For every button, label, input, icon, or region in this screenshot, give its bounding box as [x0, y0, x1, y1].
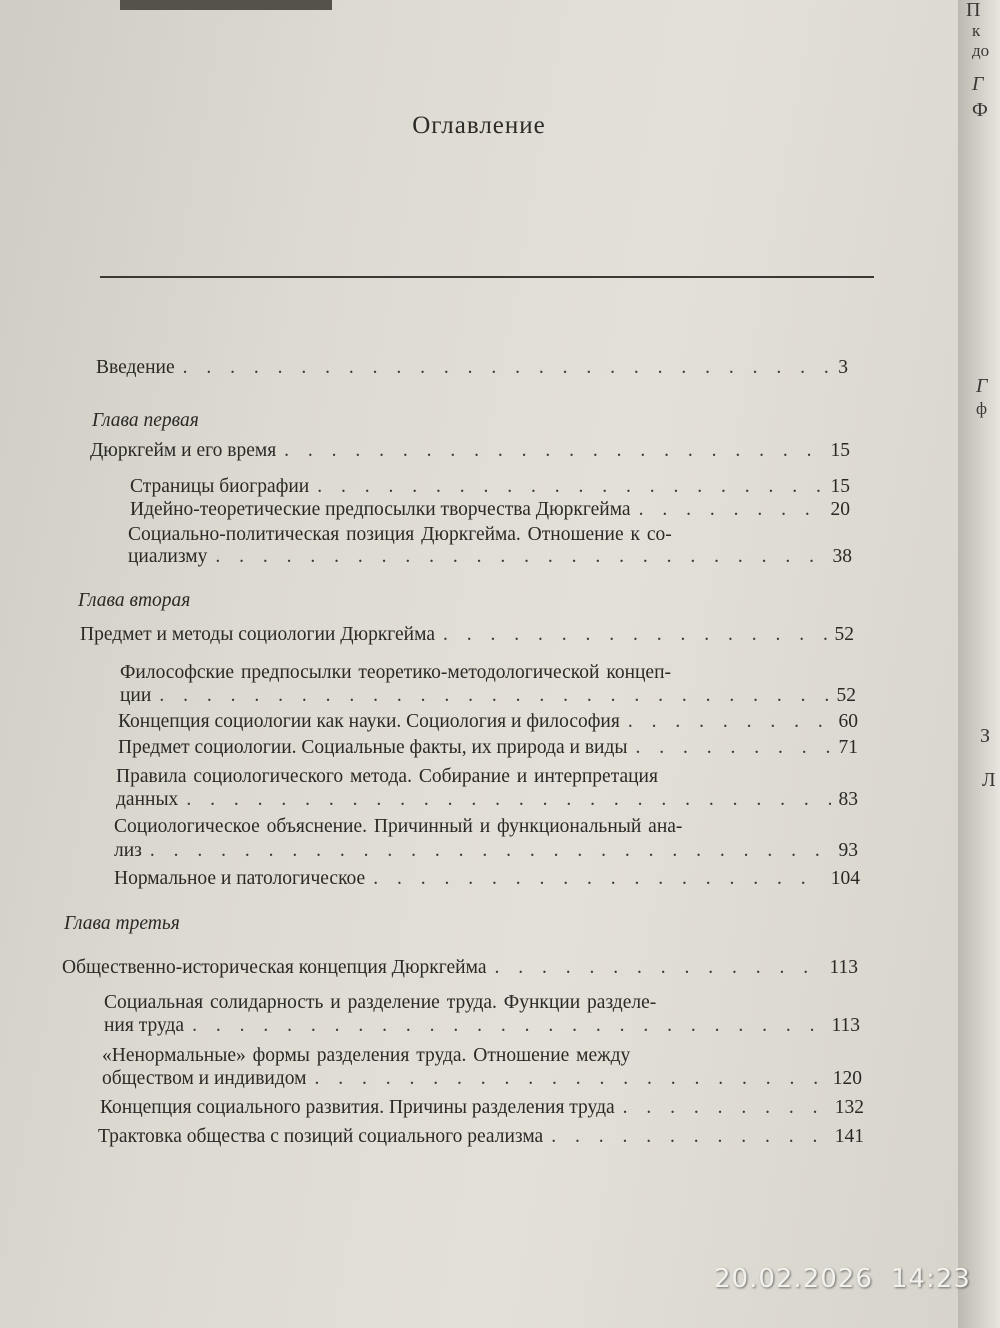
- adjacent-page: [958, 0, 1000, 1328]
- toc-page-number: 52: [836, 685, 856, 706]
- leader-dots: [636, 737, 831, 759]
- toc-entry-section: [114, 868, 860, 890]
- toc-entry-label: ции: [120, 685, 152, 706]
- toc-entry-label: Идейно-теоретические предпосылки творчества Дюркгейма: [130, 499, 631, 520]
- toc-page-number: 60: [838, 711, 858, 732]
- toc-entry-chapter: [90, 440, 850, 462]
- leader-dots: [494, 957, 821, 979]
- toc-entry-intro: [96, 357, 848, 379]
- timestamp-date: 20.02.2026: [714, 1264, 873, 1294]
- page-title: Оглавление: [412, 112, 546, 139]
- toc-entry-label: Предмет и методы социологии Дюркгейма: [80, 624, 435, 645]
- page-top-tab: [120, 0, 332, 10]
- leader-dots: [192, 1015, 823, 1037]
- leader-dots: [215, 546, 824, 568]
- toc-entry-label: Концепция социального развития. Причины разделения труда: [100, 1097, 615, 1118]
- toc-entry-label: Трактовка общества с позиций социального реализма: [98, 1126, 544, 1147]
- toc-entry-section: [104, 1015, 860, 1037]
- toc-page-number: 93: [838, 840, 858, 861]
- chapter-heading: Глава вторая: [78, 590, 191, 611]
- toc-entry-label: обществом и индивидом: [102, 1068, 307, 1089]
- leader-dots: [639, 499, 823, 521]
- toc-entry-section: [130, 476, 850, 498]
- toc-entry-section-line1: Социально-политическая позиция Дюркгейма. Отношение к со-: [128, 524, 672, 545]
- toc-entry-section-line1: Правила социологического метода. Собирание и интерпретация: [116, 766, 658, 787]
- leader-dots: [317, 476, 822, 498]
- leader-dots: [443, 624, 827, 646]
- toc-page-number: 132: [834, 1097, 864, 1118]
- toc-page-number: 104: [830, 868, 860, 889]
- leader-dots: [628, 711, 831, 733]
- toc-page-number: 52: [834, 624, 854, 645]
- toc-entry-label: Дюркгейм и его время: [90, 440, 277, 461]
- leader-dots: [186, 789, 830, 811]
- toc-entry-label: Нормальное и патологическое: [114, 868, 366, 889]
- leader-dots: [284, 440, 822, 462]
- adjacent-page-fragment: Ф: [972, 99, 988, 121]
- adjacent-page-fragment: Г: [972, 73, 984, 95]
- toc-entry-section-line1: Социальная солидарность и разделение труда. Функции разделе-: [104, 992, 657, 1013]
- adjacent-page-fragment: ф: [976, 399, 988, 418]
- leader-dots: [373, 868, 823, 890]
- toc-page-number: 141: [834, 1126, 864, 1147]
- toc-entry-label: Концепция социологии как науки. Социология и философия: [118, 711, 620, 732]
- toc-entry-label: данных: [116, 789, 179, 810]
- toc-entry-label: лиз: [114, 840, 142, 861]
- toc-page-number: 20: [830, 499, 850, 520]
- toc-page-number: 120: [832, 1068, 862, 1089]
- leader-dots: [183, 357, 831, 379]
- toc-page-number: 15: [830, 476, 850, 497]
- toc-entry-section-line1: Философские предпосылки теоретико-методологической концеп-: [120, 662, 672, 683]
- toc-entry-label: Предмет социологии. Социальные факты, их природа и виды: [118, 737, 628, 758]
- leader-dots: [623, 1097, 827, 1119]
- toc-entry-section: [98, 1126, 864, 1148]
- toc-entry-section-line1: Социологическое объяснение. Причинный и функциональный ана-: [114, 816, 683, 837]
- title-rule: [100, 276, 874, 278]
- toc-entry-section: [130, 499, 850, 521]
- leader-dots: [551, 1126, 827, 1148]
- toc-entry-label: циализму: [128, 546, 208, 567]
- toc-page-number: 113: [829, 957, 858, 978]
- toc-entry-label: Введение: [96, 357, 175, 378]
- toc-entry-chapter: [62, 957, 858, 979]
- toc-entry-section: [128, 546, 852, 568]
- toc-page-number: 83: [838, 789, 858, 810]
- toc-entry-section: [118, 737, 858, 759]
- chapter-heading: Глава первая: [92, 410, 199, 431]
- adjacent-page-fragment: З: [980, 725, 991, 747]
- adjacent-page-fragment: П: [966, 0, 981, 21]
- toc-entry-section: [102, 1068, 862, 1090]
- toc-page-number: 113: [831, 1015, 860, 1036]
- toc-page-number: 38: [832, 546, 852, 567]
- toc-entry-label: ния труда: [104, 1015, 185, 1036]
- toc-entry-section: [114, 840, 858, 862]
- toc-page-number: 71: [838, 737, 858, 758]
- adjacent-page-fragment: к: [972, 21, 981, 40]
- adjacent-page-fragment: до: [972, 41, 990, 60]
- toc-entry-section: [100, 1097, 864, 1119]
- timestamp-time: 14:23: [890, 1264, 971, 1294]
- toc-entry-section: [116, 789, 858, 811]
- leader-dots: [315, 1068, 825, 1090]
- leader-dots: [159, 685, 828, 707]
- adjacent-page-fragment: Л: [982, 769, 996, 791]
- toc-page-number: 15: [830, 440, 850, 461]
- toc-page-number: 3: [838, 357, 848, 378]
- toc-entry-section-line1: «Ненормальные» формы разделения труда. Отношение между: [102, 1045, 631, 1066]
- toc-entry-section: [118, 711, 858, 733]
- toc-entry-section: [120, 685, 856, 707]
- toc-entry-label: Страницы биографии: [130, 476, 310, 497]
- toc-entry-label: Общественно-историческая концепция Дюркгейма: [62, 957, 487, 978]
- photo-timestamp: [714, 1264, 971, 1294]
- leader-dots: [150, 840, 831, 862]
- chapter-heading: Глава третья: [64, 913, 180, 934]
- toc-entry-chapter: [80, 624, 854, 646]
- adjacent-page-fragment: Г: [976, 375, 988, 397]
